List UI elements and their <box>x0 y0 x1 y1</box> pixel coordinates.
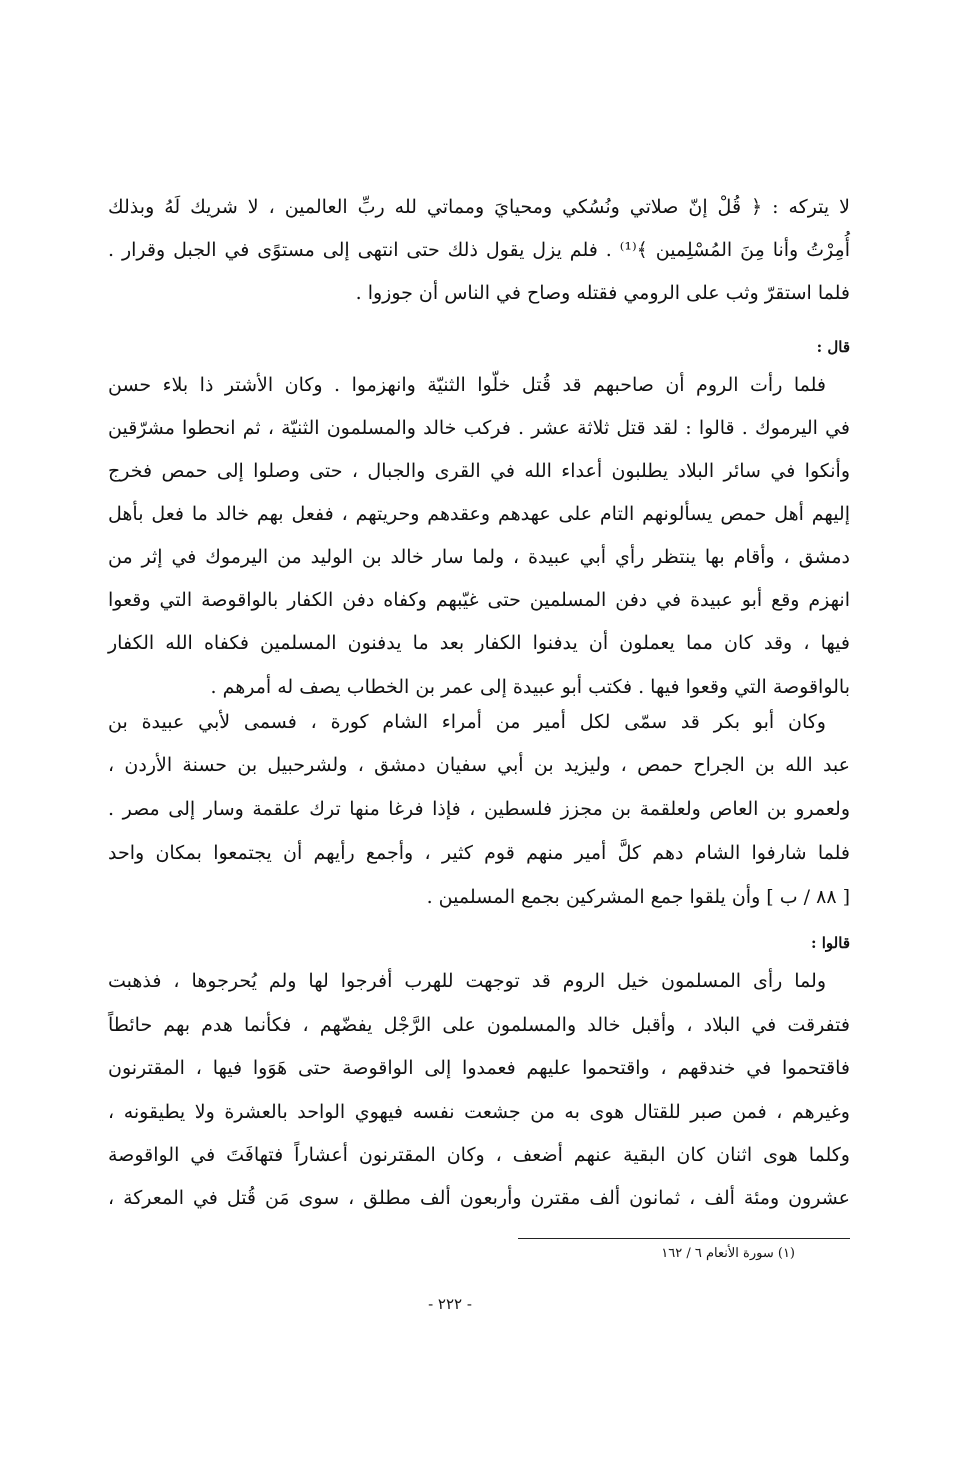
text-line: دمشق ، وأقام بها ينتظر رأي أبي عبيدة ، ولما سار خالد بن الوليد من اليرموك في إثر من <box>108 546 850 568</box>
text-line: عشرون ومئة ألف ، ثمانون ألف مقترن وأربعون ألف مطلق ، سوى مَن قُتل في المعركة ، <box>108 1187 850 1209</box>
page-number: - ٢٢٢ - <box>428 1295 472 1313</box>
text-line: ولما رأى المسلمون خيل الروم قد توجهت للهرب أفرجوا لها ولم يُحرجوها ، فذهبت <box>108 970 826 992</box>
text-line: فتفرقت في البلاد ، وأقبل خالد والمسلمون على الرَّجْل يفضّهم ، فكأنما هدم بهم حائطاً <box>108 1014 850 1036</box>
text-line: فاقتحموا في خندقهم ، واقتحموا عليهم فعمدوا إلى الواقوصة حتى هَوَوا فيها ، المقترنون <box>108 1057 850 1079</box>
footnote: (١) سورة الأنعام ٦ / ١٦٢ <box>661 1246 795 1261</box>
text-line: وأنكوا في سائر البلاد يطلبون أعداء الله في القرى والجبال ، حتى وصلوا إلى حمص فخرج <box>108 460 850 482</box>
text-line: عبد الله بن الجراح حمص ، وليزيد بن أبي سفيان دمشق ، ولشرحبيل بن حسنة الأردن ، <box>108 754 850 776</box>
text-line: وكلما هوى اثنان كان البقية عنهم أضعف ، وكان المقترنون أعشاراً فتهافَتَ في الواقوصة <box>108 1144 850 1166</box>
text-line: إليهم أهل حمص يسألونهم التام على عهدهم وعقدهم وحريتهم ، ففعل بهم خالد ما فعل بأهل <box>108 503 850 525</box>
section-heading: قالوا : <box>811 934 850 952</box>
section-heading: قال : <box>816 338 850 356</box>
text-line: ولعمرو بن العاص ولعلقمة بن مجزز فلسطين ، فإذا فرغا منها ترك علقمة وسار إلى مصر . <box>108 798 850 820</box>
footnote-divider <box>518 1238 850 1239</box>
text-line: في اليرموك . قالوا : لقد قتل ثلاثة عشر . فركب خالد والمسلمون الثنيّة ، ثم انحطوا مشرّقين <box>108 417 850 439</box>
text-line: بالواقوصة التي وقعوا فيها . فكتب أبو عبيدة إلى عمر بن الخطاب يصف له أمرهم . <box>210 676 850 698</box>
text-line: لا يتركه : ﴿ قُلْ إنّ صلاتي ونُسُكي ومحيايَ ومماتي لله ربِّ العالمين ، لا شريك لَهُ وبذلك <box>108 196 850 218</box>
text-line: وكان أبو بكر قد سمّى لكل أمير من أمراء الشام كورة ، فسمى لأبي عبيدة بن <box>108 711 826 733</box>
text-line: فلما استقرّ وثب على الرومي فقتله وصاح في الناس أن جوزوا . <box>355 282 850 304</box>
text-line: أُمِرْتُ وأنا مِنَ المُسْلِمين ﴾⁽¹⁾ . فلم يزل يقول ذلك حتى انتهى إلى مستوًى في الجبل وقرار . <box>108 239 850 261</box>
text-line: فلما شارفوا الشام دهم كلَّ أمير منهم قوم كثير ، وأجمع رأيهم أن يجتمعوا بمكان واحد <box>108 842 850 864</box>
text-line: انهزم وقع أبو عبيدة في دفن المسلمين حتى غيّبهم وكفاه دفن الكفار بالواقوصة التي وقعوا <box>108 589 850 611</box>
text-line: [ ٨٨ / ب ] وأن يلقوا جمع المشركين بجمع المسلمين . <box>426 886 850 908</box>
text-line: فيها ، وقد كان مما يعملون أن يدفنوا الكفار بعد ما يدفنون المسلمين فكفاه الله الكفار <box>108 632 850 654</box>
text-line: فلما رأت الروم أن صاحبهم قد قُتل خلّوا الثنيّة وانهزموا . وكان الأشتر ذا بلاء حسن <box>108 374 826 396</box>
text-line: وغيرهم ، فمن صبر للقتال هوى به من جشعت نفسه فيهوي الواحد بالعشرة ولا يطيقونه ، <box>108 1101 850 1123</box>
